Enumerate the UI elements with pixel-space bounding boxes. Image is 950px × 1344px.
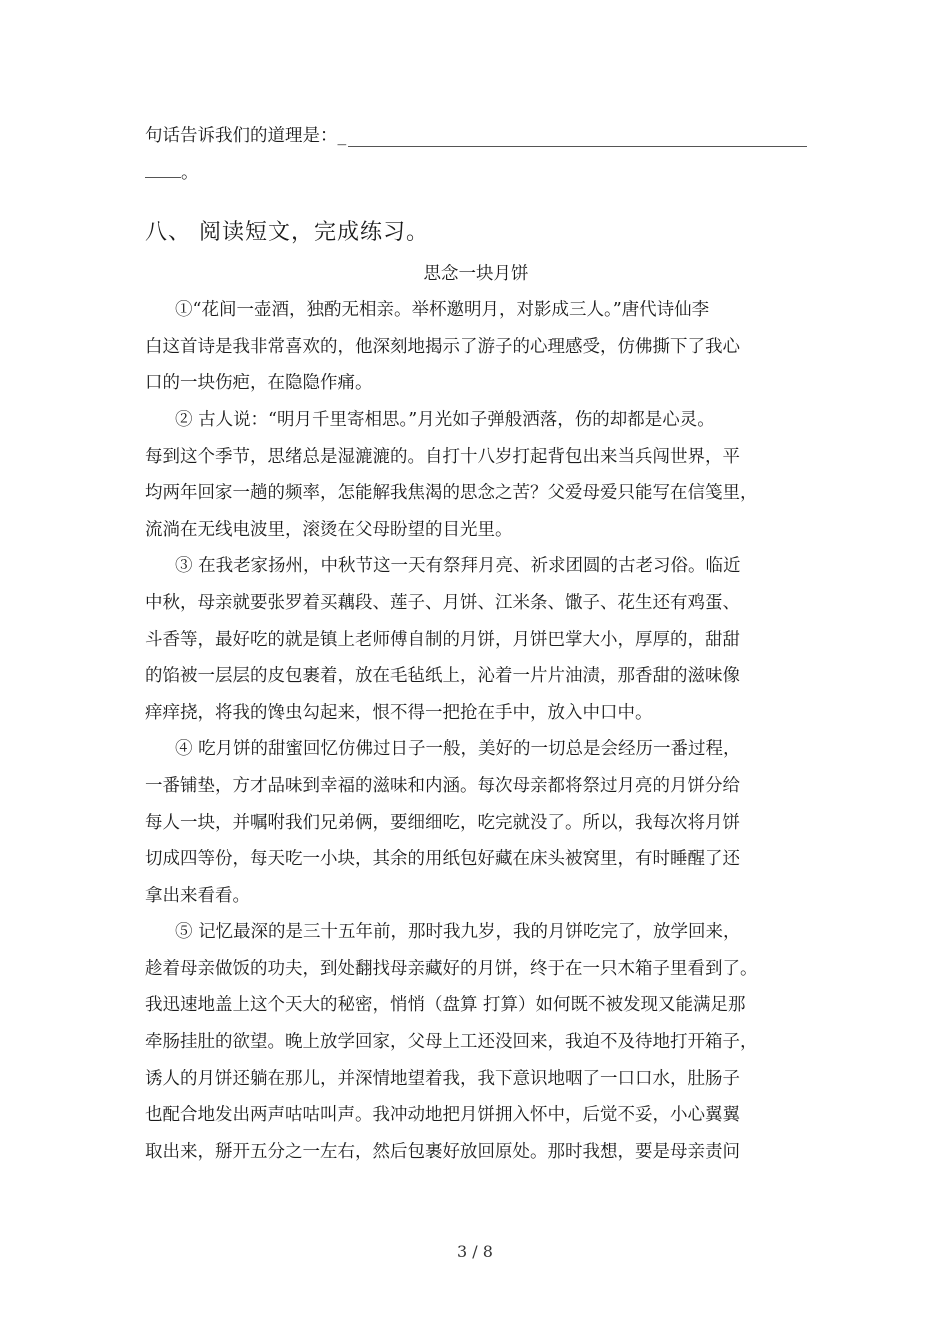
paragraph-line: ④ 吃月饼的甜蜜回忆仿佛过日子一般，美好的一切总是会经历一番过程， bbox=[175, 739, 741, 760]
paragraph-line: 斗香等，最好吃的就是镇上老师傅自制的月饼，月饼巴掌大小，厚厚的，甜甜 bbox=[145, 629, 740, 650]
paragraph-3 bbox=[145, 548, 807, 731]
paragraph-line: ⑤ 记忆最深的是三十五年前，那时我九岁，我的月饼吃完了，放学回来， bbox=[175, 922, 741, 943]
paragraph-line: 的馅被一层层的皮包裹着，放在毛毡纸上，沁着一片片油渍，那香甜的滋味像 bbox=[145, 666, 740, 687]
paragraph-line: 口的一块伤疤，在隐隐作痛。 bbox=[145, 373, 373, 394]
paragraph-line: 一番铺垫，方才品味到幸福的滋味和内涵。每次母亲都将祭过月亮的月饼分给 bbox=[145, 775, 740, 796]
blank-underscore: _ bbox=[337, 126, 347, 146]
article-title: 思念一块月饼 bbox=[423, 264, 529, 285]
paragraph-line: 拿出来看看。 bbox=[145, 885, 250, 906]
paragraph-line: ② 古人说：“明月千里寄相思。”月光如子弹般洒落，伤的却都是心灵。 bbox=[175, 409, 715, 430]
section-heading: 八、 阅读短文，完成练习。 bbox=[145, 220, 429, 246]
paragraph-line: 中秋，母亲就要张罗着买藕段、莲子、月饼、江米条、馓子、花生还有鸡蛋、 bbox=[145, 592, 740, 613]
answer-blank-line[interactable] bbox=[348, 124, 807, 147]
paragraph-line: 取出来，掰开五分之一左右，然后包裹好放回原处。那时我想，要是母亲责问 bbox=[145, 1141, 740, 1162]
paragraph-2 bbox=[145, 402, 807, 548]
answer-blank-short[interactable] bbox=[145, 159, 181, 178]
paragraph-line: 切成四等份，每天吃一小块，其余的用纸包好藏在床头被窝里，有时睡醒了还 bbox=[145, 849, 740, 870]
paragraph-line: 每到这个季节，思绪总是湿漉漉的。自打十八岁打起背包出来当兵闯世界，平 bbox=[145, 446, 740, 467]
answer-line-end: 。 bbox=[181, 162, 199, 183]
paragraph-line: 痒痒挠，将我的馋虫勾起来，恨不得一把抢在手中，放入中口中。 bbox=[145, 702, 653, 723]
paragraph-line: 均两年回家一趟的频率，怎能解我焦渴的思念之苦？父爱母爱只能写在信笺里， bbox=[145, 483, 758, 504]
paragraph-5 bbox=[145, 914, 807, 1170]
paragraph-4 bbox=[145, 731, 807, 914]
answer-line-1 bbox=[145, 118, 807, 155]
page-number: 3 / 8 bbox=[457, 1242, 493, 1261]
paragraph-line: 白这首诗是我非常喜欢的，他深刻地揭示了游子的心理感受，仿佛撕下了我心 bbox=[145, 336, 740, 357]
paragraph-line: 也配合地发出两声咕咕叫声。我冲动地把月饼拥入怀中，后觉不妥，小心翼翼 bbox=[145, 1105, 740, 1126]
answer-line-2 bbox=[145, 155, 807, 192]
paragraph-line: 牵肠挂肚的欲望。晚上放学回家，父母上工还没回来，我迫不及待地打开箱子， bbox=[145, 1032, 758, 1053]
paragraph-line: 趁着母亲做饭的功夫，到处翻找母亲藏好的月饼，终于在一只木箱子里看到了。 bbox=[145, 958, 758, 979]
question-tail-text: 句话告诉我们的道理是： bbox=[145, 126, 338, 146]
article-body bbox=[145, 292, 807, 1170]
paragraph-line: 流淌在无线电波里，滚烫在父母盼望的目光里。 bbox=[145, 519, 513, 540]
paragraph-line: ①“花间一壶酒，独酌无相亲。举杯邀明月，对影成三人。”唐代诗仙李 bbox=[175, 300, 710, 321]
paragraph-line: 我迅速地盖上这个天大的秘密，悄悄（盘算 打算）如何既不被发现又能满足那 bbox=[145, 995, 746, 1016]
paragraph-line: 每人一块，并嘱咐我们兄弟俩，要细细吃，吃完就没了。所以，我每次将月饼 bbox=[145, 812, 740, 833]
paragraph-1 bbox=[145, 292, 807, 402]
paragraph-line: ③ 在我老家扬州，中秋节这一天有祭拜月亮、祈求团圆的古老习俗。临近 bbox=[175, 556, 741, 577]
page-content bbox=[145, 118, 807, 1170]
paragraph-line: 诱人的月饼还躺在那儿，并深情地望着我，我下意识地咽了一口口水，肚肠子 bbox=[145, 1068, 740, 1089]
